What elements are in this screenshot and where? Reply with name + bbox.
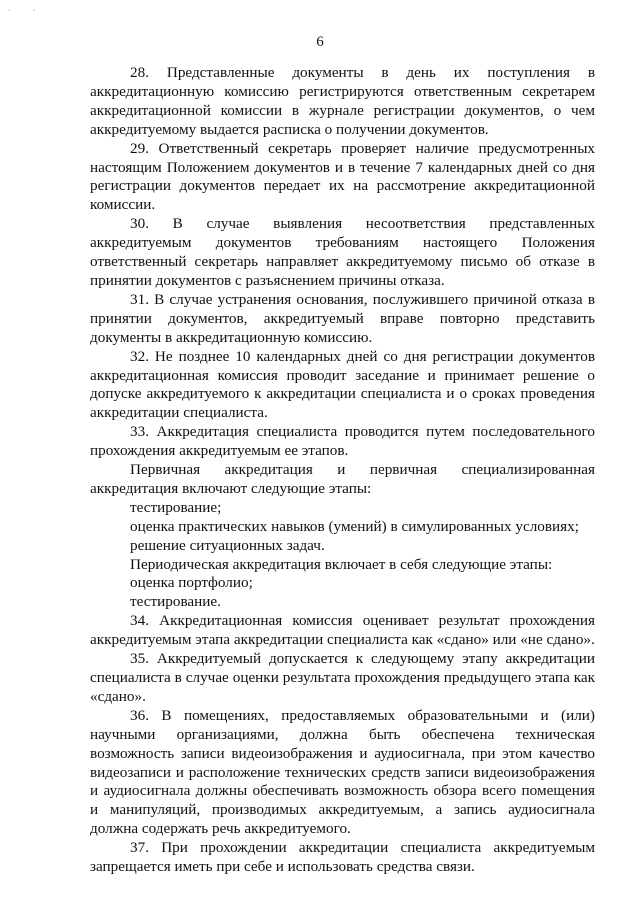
paragraph-34: 34. Аккредитационная комиссия оценивает результат прохождения аккредитуемым этапа аккредитации специалиста как «сдано» или «не сдано». <box>90 612 595 649</box>
paragraph-29: 29. Ответственный секретарь проверяет наличие предусмотренных настоящим Положением документов и в течение 7 календарных дней со дня регистрации документов передает их на рассмотрение аккредитационной комиссии. <box>90 139 595 214</box>
stage-practical-skills: оценка практических навыков (умений) в симулированных условиях; <box>130 517 579 535</box>
primary-accreditation-stages-intro: Первичная аккредитация и первичная специализированная аккредитация включают следующие этапы: <box>90 461 595 497</box>
periodic-accreditation-stages-intro: Периодическая аккредитация включает в себя следующие этапы: <box>130 555 553 573</box>
stage-situational-tasks: решение ситуационных задач. <box>130 536 325 554</box>
scan-marks: · · <box>8 6 46 15</box>
page-number: 6 <box>316 34 324 50</box>
paragraph-33: 33. Аккредитация специалиста проводится путем последовательного прохождения аккредитуемым ее этапов. <box>90 423 595 460</box>
paragraph-36: 36. В помещениях, предоставляемых образовательными и (или) научными организациями, должна быть обеспечена техническая возможность записи видеоизображения и аудиосигнала, при этом качество видеозаписи и расположение технических средств записи видеоизображения и аудиосигнала должны обеспечивать возможность обзора всего помещения и манипуляций, производимых аккредитуемым, а запись аудиосигнала должна содержать речь аккредитуемого. <box>90 706 595 838</box>
stage-portfolio: оценка портфолио; <box>130 574 253 592</box>
paragraph-35: 35. Аккредитуемый допускается к следующему этапу аккредитации специалиста в случае оценки результата прохождения предыдущего этапа как «сдано». <box>90 650 595 705</box>
stage-testing-periodic: тестирование. <box>130 593 221 611</box>
paragraph-30: 30. В случае выявления несоответствия представленных аккредитуемым документов требованиям настоящего Положения ответственный секретарь направляет аккредитуемому письмо об отказе в принятии документов с разъяснением причины отказа. <box>90 215 595 289</box>
document-body <box>90 64 595 877</box>
paragraph-37: 37. При прохождении аккредитации специалиста аккредитуемым запрещается иметь при себе и использовать средства связи. <box>90 839 595 876</box>
paragraph-28: 28. Представленные документы в день их поступления в аккредитационную комиссию регистрируются ответственным секретарем аккредитационной комиссии в журнале регистрации документов, о чем аккредитуемому выдается расписка о получении документов. <box>90 64 595 138</box>
stage-testing: тестирование; <box>130 498 222 516</box>
paragraph-31: 31. В случае устранения основания, послужившего причиной отказа в принятии документов, аккредитуемый вправе повторно представить документы в аккредитационную комиссию. <box>90 290 595 346</box>
paragraph-32: 32. Не позднее 10 календарных дней со дня регистрации документов аккредитационная комиссия проводит заседание и принимает решение о допуске аккредитуемого к аккредитации специалиста и о сроках проведения аккредитации специалиста. <box>90 347 595 422</box>
